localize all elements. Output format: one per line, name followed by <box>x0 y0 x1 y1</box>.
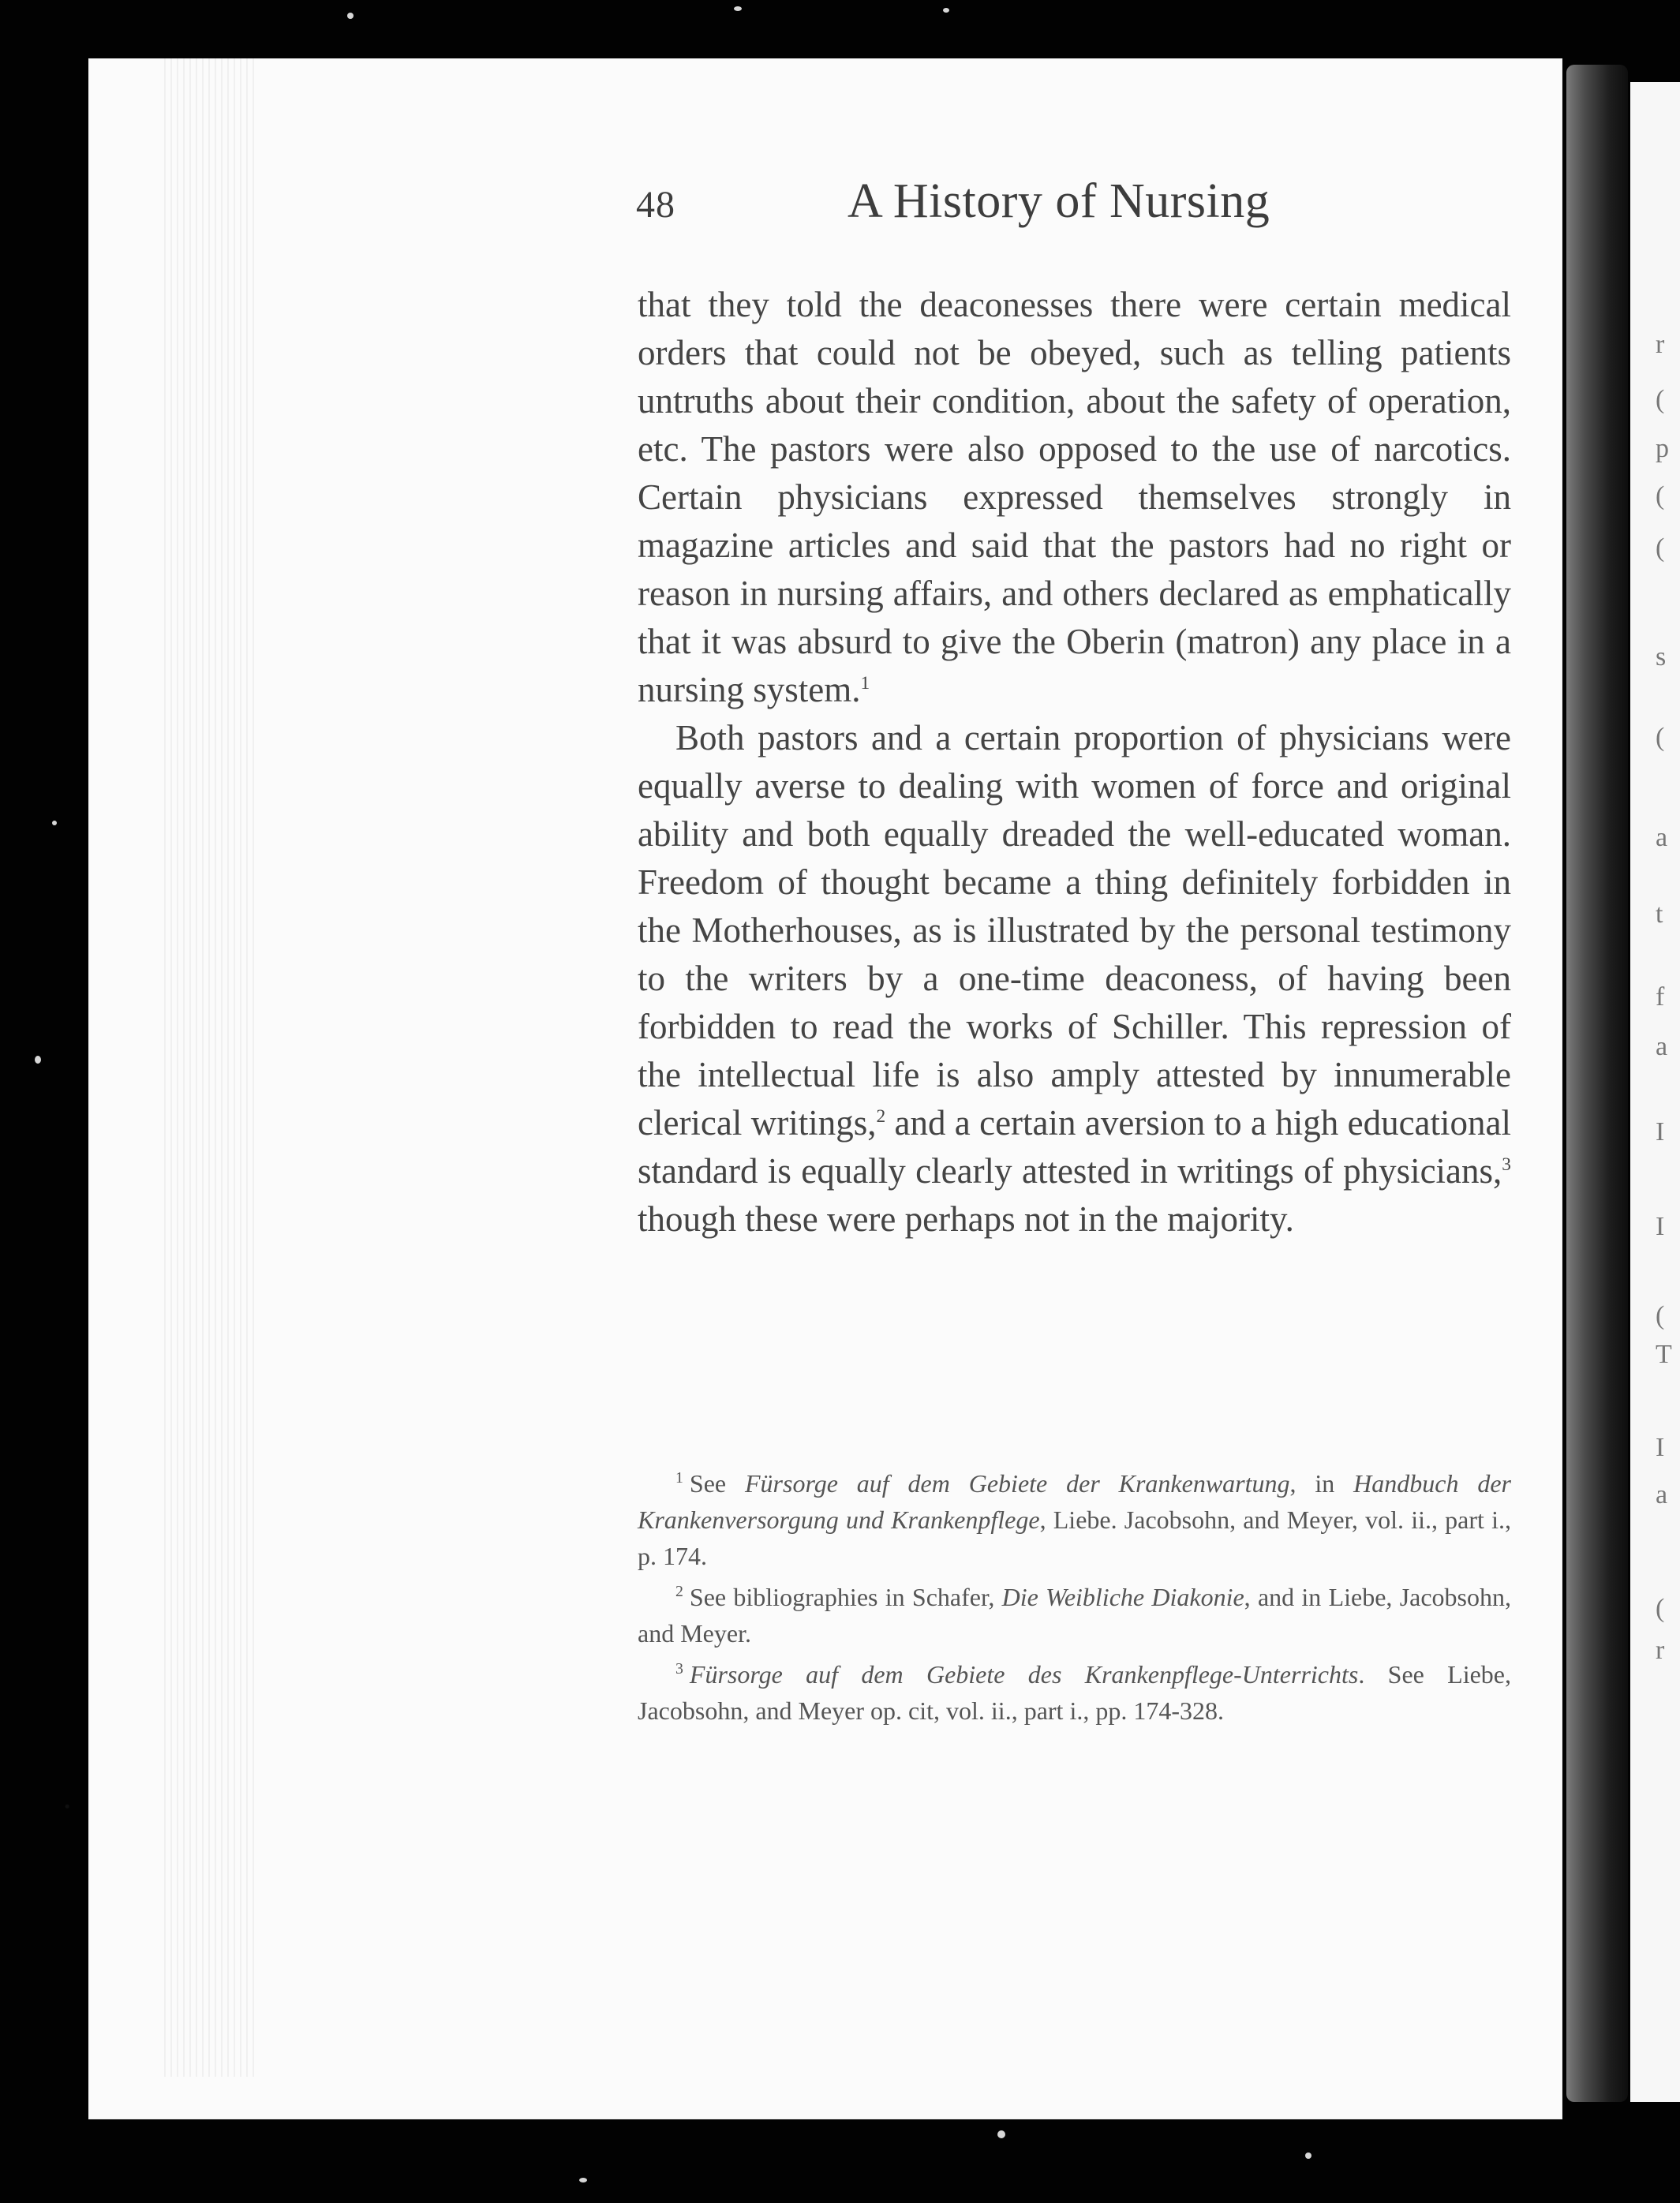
footnote-3 <box>638 1656 1511 1729</box>
next-page-glyph: I <box>1656 1212 1665 1241</box>
footnotes <box>638 1465 1511 1734</box>
paragraph-2 <box>638 714 1511 1244</box>
scan-speck <box>52 821 57 825</box>
scan-speck <box>1305 2153 1311 2159</box>
next-page-glyph: a <box>1656 1032 1668 1061</box>
paragraph-2-text-part-3: though these were perhaps not in the majority. <box>638 1199 1294 1239</box>
page-number: 48 <box>636 184 675 226</box>
footnote-reference-2: 2 <box>876 1106 886 1127</box>
paragraph-1 <box>638 281 1511 714</box>
next-page-glyph: ( <box>1656 723 1665 752</box>
page-header <box>636 174 1512 237</box>
paragraph-2-text-part-1: Both pastors and a certain proportion of physicians were equally averse to dealing with women of force and original ability and both equally dreaded the well-educated woman. Freedom of thought became a thing definitely forbidden in the Motherhouses, as is illustrated by the personal testimony to the writers by a one-time deaconess, of having been forbidden to read the works of Schiller. This repression of the intellectual life is also amply attested by innumerable clerical writings, <box>638 718 1511 1143</box>
next-page-glyph: T <box>1656 1340 1672 1369</box>
paragraph-1-text: that they told the deaconesses there were certain medical orders that could not be obeyed, such as telling patients untruths about their condition, about the safety of operation, etc. The pastors were also opposed to the use of narcotics. Certain physicians expressed themselves strongly in magazine articles and said that the pastors had no right or reason in nursing affairs, and others declared as emphatically that it was absurd to give the Oberin (matron) any place in a nursing system. <box>638 285 1511 709</box>
scan-speck <box>579 2178 587 2182</box>
footnote-text: See <box>689 1469 745 1498</box>
next-page-glyph: ( <box>1656 533 1665 563</box>
page-edge-left <box>164 41 259 2077</box>
footnote-2 <box>638 1579 1511 1651</box>
scan-speck <box>35 1056 41 1064</box>
binding-shadow <box>1566 65 1628 2102</box>
next-page-glyph: ( <box>1656 481 1665 511</box>
footnote-text: , Liebe. Jacobsohn, and Meyer, vol. ii., part i., p. 174. <box>638 1505 1512 1570</box>
footnote-text: . See Liebe, Jacobsohn, and Meyer op. cit, vol. ii., part i., pp. 174-328. <box>638 1660 1512 1725</box>
next-page-glyph: I <box>1656 1117 1665 1146</box>
footnote-italic-title: Handbuch der Krankenversorgung und Krankenpflege <box>638 1469 1512 1534</box>
next-page-glyph: r <box>1656 1636 1665 1665</box>
next-page-glyph: ( <box>1656 385 1665 414</box>
next-page-glyph: I <box>1656 1433 1665 1462</box>
footnote-text: , in <box>1289 1469 1354 1498</box>
next-page-glyph: ( <box>1656 1594 1665 1623</box>
footnote-number: 1 <box>675 1469 683 1487</box>
paragraph-2-text-part-2: and a certain aversion to a high educational standard is equally clearly attested in writings of physicians, <box>638 1103 1511 1191</box>
footnote-italic-title: Die Weibliche Diakonie <box>1001 1583 1244 1611</box>
main-text <box>638 281 1511 1244</box>
next-page-glyph: p <box>1656 434 1669 463</box>
footnote-1 <box>638 1465 1511 1574</box>
next-page-glyph: a <box>1656 1480 1668 1509</box>
scan-speck <box>943 8 949 13</box>
footnote-reference-1: 1 <box>860 673 870 694</box>
next-page-glyph: ( <box>1656 1301 1665 1330</box>
running-title: A History of Nursing <box>847 174 1270 228</box>
next-page-glyph: f <box>1656 982 1665 1012</box>
next-page-glyph: r <box>1656 330 1665 359</box>
scan-speck <box>347 13 354 19</box>
scan-speck <box>997 2130 1005 2138</box>
next-page-glyph: t <box>1656 900 1663 929</box>
footnote-italic-title: Fürsorge auf dem Gebiete des Krankenpflege-Unterrichts <box>689 1660 1359 1689</box>
footnote-italic-title: Fürsorge auf dem Gebiete der Krankenwartung <box>745 1469 1290 1498</box>
next-page-glyph: s <box>1656 642 1667 671</box>
footnote-text: See bibliographies in Schafer, <box>689 1583 1002 1611</box>
next-page-glyph: a <box>1656 823 1668 852</box>
footnote-reference-3: 3 <box>1502 1154 1511 1175</box>
footnote-text: , and in Liebe, Jacobsohn, and Meyer. <box>638 1583 1512 1648</box>
footnote-number: 3 <box>675 1660 683 1678</box>
scan-speck <box>734 6 742 11</box>
footnote-number: 2 <box>675 1583 683 1601</box>
